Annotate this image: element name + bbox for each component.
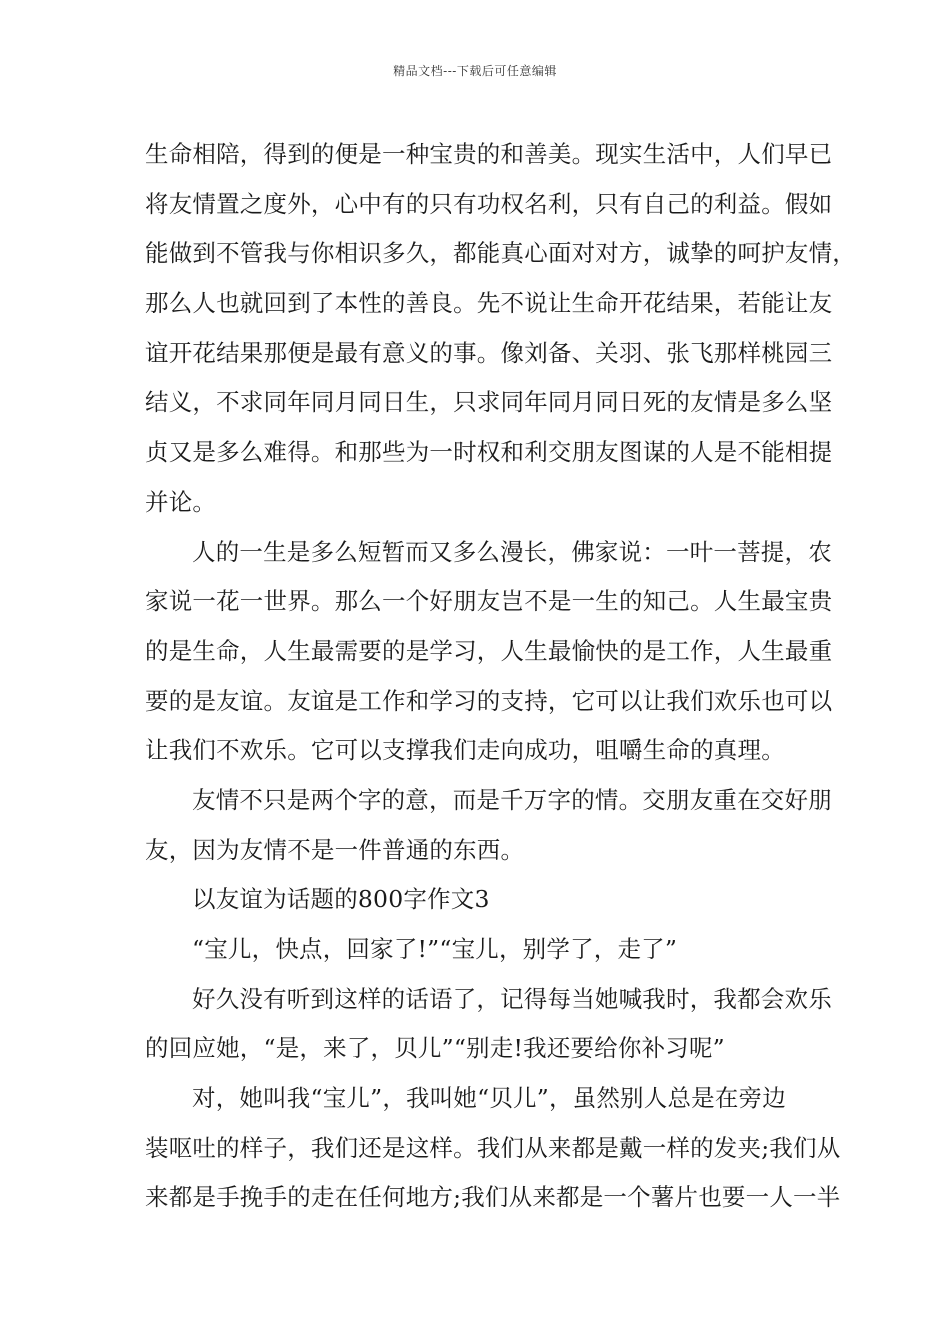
text-line: 来都是手挽手的走在任何地方;我们从来都是一个薯片也要一人一半 — [145, 1183, 841, 1212]
text-line: 要的是友谊。友谊是工作和学习的支持，它可以让我们欢乐也可以 — [145, 686, 833, 715]
text-line: 让我们不欢乐。它可以支撑我们走向成功，咀嚼生命的真理。 — [145, 736, 785, 765]
text-line: 谊开花结果那便是最有意义的事。像刘备、关羽、张飞那样桃园三 — [145, 338, 833, 367]
page-header: 精品文档---下载后可任意编辑 — [393, 64, 557, 78]
text-line: 友，因为友情不是一件普通的东西。 — [145, 835, 525, 864]
section-title: 以友谊为话题的800字作文3 — [192, 885, 490, 914]
text-line: 的回应她，“是，来了，贝儿”“别走!我还要给你补习呢” — [145, 1034, 725, 1063]
text-line: 将友情置之度外，心中有的只有功权名利，只有自己的利益。假如 — [145, 189, 833, 218]
paragraph-first-line: 对，她叫我“宝儿”，我叫她“贝儿”，虽然别人总是在旁边 — [192, 1084, 786, 1113]
text-line: 结义，不求同年同月同日生，只求同年同月同日死的友情是多么坚 — [145, 388, 833, 417]
text-line: 贞又是多么难得。和那些为一时权和利交朋友图谋的人是不能相提 — [145, 438, 833, 467]
text-line: 的是生命，人生最需要的是学习，人生最愉快的是工作，人生最重 — [145, 636, 833, 665]
text-line: 那么人也就回到了本性的善良。先不说让生命开花结果，若能让友 — [145, 289, 833, 318]
text-line: 并论。 — [145, 487, 217, 516]
paragraph-first-line: 友情不只是两个字的意，而是千万字的情。交朋友重在交好朋 — [192, 785, 832, 814]
body-text — [145, 130, 856, 1223]
text-line: 生命相陪，得到的便是一种宝贵的和善美。现实生活中，人们早已 — [145, 140, 833, 168]
text-line: 装呕吐的样子，我们还是这样。我们从来都是戴一样的发夹;我们从 — [145, 1133, 841, 1162]
paragraph-first-line: 好久没有听到这样的话语了，记得每当她喊我时，我都会欢乐 — [192, 984, 832, 1013]
paragraph-first-line: “宝儿，快点，回家了!”“宝儿，别学了，走了” — [192, 935, 678, 963]
text-line: 家说一花一世界。那么一个好朋友岂不是一生的知己。人生最宝贵 — [145, 587, 833, 616]
text-line: 能做到不管我与你相识多久，都能真心面对对方，诚挚的呵护友情， — [145, 239, 856, 268]
paragraph-first-line: 人的一生是多么短暂而又多么漫长，佛家说：一叶一菩提，农 — [192, 537, 832, 566]
